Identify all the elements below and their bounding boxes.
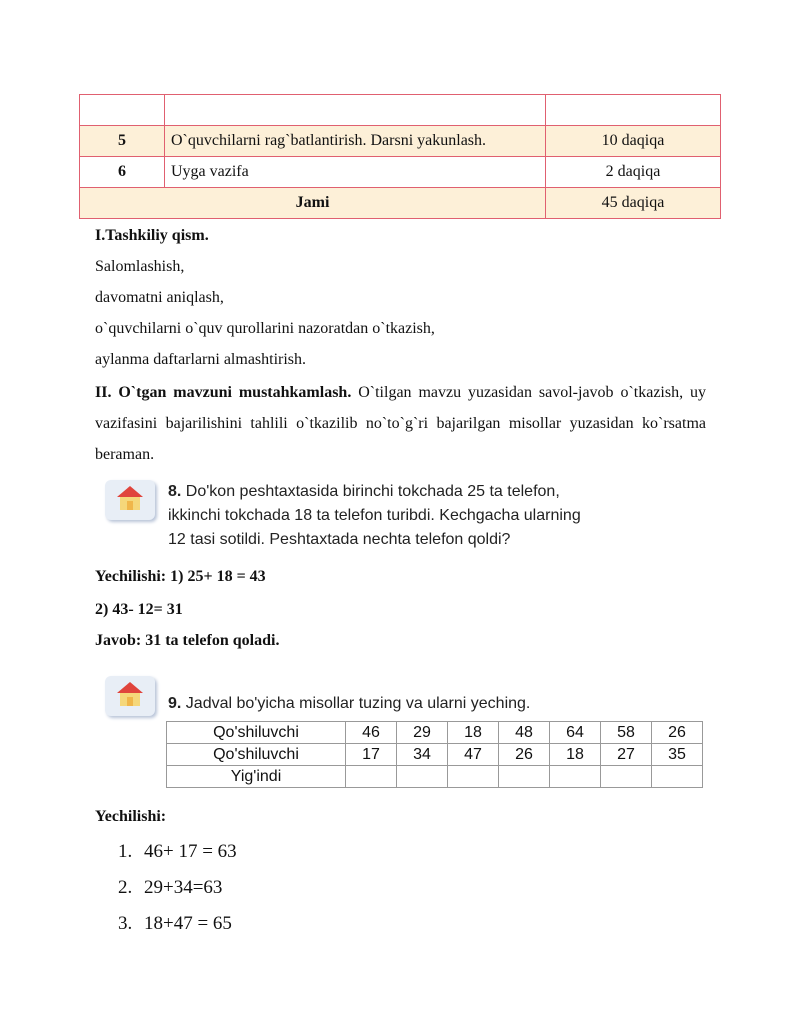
section2-heading: II. O`tgan mavzuni mustahkamlash.	[95, 384, 352, 401]
lesson-plan-table	[79, 94, 721, 219]
list-item-text: 18+47 = 65	[144, 913, 232, 934]
list-item	[118, 870, 237, 906]
table-cell: 26	[652, 722, 703, 744]
section1-heading: I.Tashkiliy qism.	[95, 227, 209, 244]
table-cell: 27	[601, 744, 652, 766]
task-9-text	[168, 692, 530, 716]
row-number: 5	[80, 126, 165, 157]
table-cell	[397, 766, 448, 788]
solution8-line1: Yechilishi: 1) 25+ 18 = 43	[95, 568, 266, 585]
section1-item: aylanma daftarlarni almashtirish.	[95, 351, 307, 368]
table-cell: 58	[601, 722, 652, 744]
table-cell: 17	[346, 744, 397, 766]
row-time: 2 daqiqa	[546, 157, 721, 188]
row-number: 6	[80, 157, 165, 188]
table-cell: 18	[550, 744, 601, 766]
solution8-line2: 2) 43- 12= 31	[95, 601, 183, 618]
house-icon	[105, 480, 155, 520]
section1-item: davomatni aniqlash,	[95, 289, 224, 306]
list-number: 1.	[118, 841, 133, 862]
addends-table	[166, 721, 703, 788]
task-9-number: 9.	[168, 695, 182, 712]
section1-item: o`quvchilarni o`quv qurollarini nazoratdan o`tkazish,	[95, 320, 435, 337]
list-item	[118, 834, 237, 870]
house-icon	[105, 676, 155, 716]
row-time	[546, 95, 721, 126]
task-8	[100, 480, 660, 550]
table-cell	[652, 766, 703, 788]
row-header: Qo'shiluvchi	[167, 744, 346, 766]
table-cell: 64	[550, 722, 601, 744]
task-8-number: 8.	[168, 483, 182, 500]
table-cell: 29	[397, 722, 448, 744]
table-cell: 26	[499, 744, 550, 766]
table-row	[80, 157, 721, 188]
table-cell: 46	[346, 722, 397, 744]
table-cell: 48	[499, 722, 550, 744]
section2-paragraph	[95, 377, 706, 470]
list-item-text: 29+34=63	[144, 877, 223, 898]
list-number: 2.	[118, 877, 133, 898]
table-cell: 35	[652, 744, 703, 766]
row-number	[80, 95, 165, 126]
list-number: 3.	[118, 913, 133, 934]
solution9-list	[118, 834, 237, 942]
table-row	[167, 744, 703, 766]
solution8-answer: Javob: 31 ta telefon qoladi.	[95, 632, 280, 649]
table-row	[167, 766, 703, 788]
task-9-body: Jadval bo'yicha misollar tuzing va ularni yeching.	[185, 695, 531, 712]
table-cell	[346, 766, 397, 788]
task-8-text	[168, 480, 581, 552]
table-cell	[550, 766, 601, 788]
table-cell: 47	[448, 744, 499, 766]
row-description: O`quvchilarni rag`batlantirish. Darsni yakunlash.	[165, 126, 546, 157]
row-description	[165, 95, 546, 126]
table-cell	[448, 766, 499, 788]
task-8-body: Do'kon peshtaxtasida birinchi tokchada 25 ta telefon, ikkinchi tokchada 18 ta telefon turibdi. Kechgacha ularning 12 tasi sotildi. Peshtaxtada nechta telefon qoldi?	[168, 483, 581, 548]
list-item-text: 46+ 17 = 63	[144, 841, 237, 862]
solution9-heading: Yechilishi:	[95, 808, 167, 825]
table-cell	[499, 766, 550, 788]
total-time: 45 daqiqa	[546, 188, 721, 219]
table-row	[80, 95, 721, 126]
task-9	[100, 676, 660, 716]
table-row	[80, 126, 721, 157]
total-row	[80, 188, 721, 219]
total-label: Jami	[80, 188, 546, 219]
row-time: 10 daqiqa	[546, 126, 721, 157]
table-cell	[601, 766, 652, 788]
row-description: Uyga vazifa	[165, 157, 546, 188]
list-item	[118, 906, 237, 942]
table-row	[167, 722, 703, 744]
section2-text: O`tilgan mavzu yuzasidan savol-javob o`tkazish, uy vazifasini bajarilishini tahlili o`tkazilib no`to`g`ri bajarilgan misollar yuzasidan ko`rsatma beraman.	[95, 384, 706, 463]
section1-item: Salomlashish,	[95, 258, 185, 275]
table-cell: 18	[448, 722, 499, 744]
row-header: Qo'shiluvchi	[167, 722, 346, 744]
row-header: Yig'indi	[167, 766, 346, 788]
table-cell: 34	[397, 744, 448, 766]
